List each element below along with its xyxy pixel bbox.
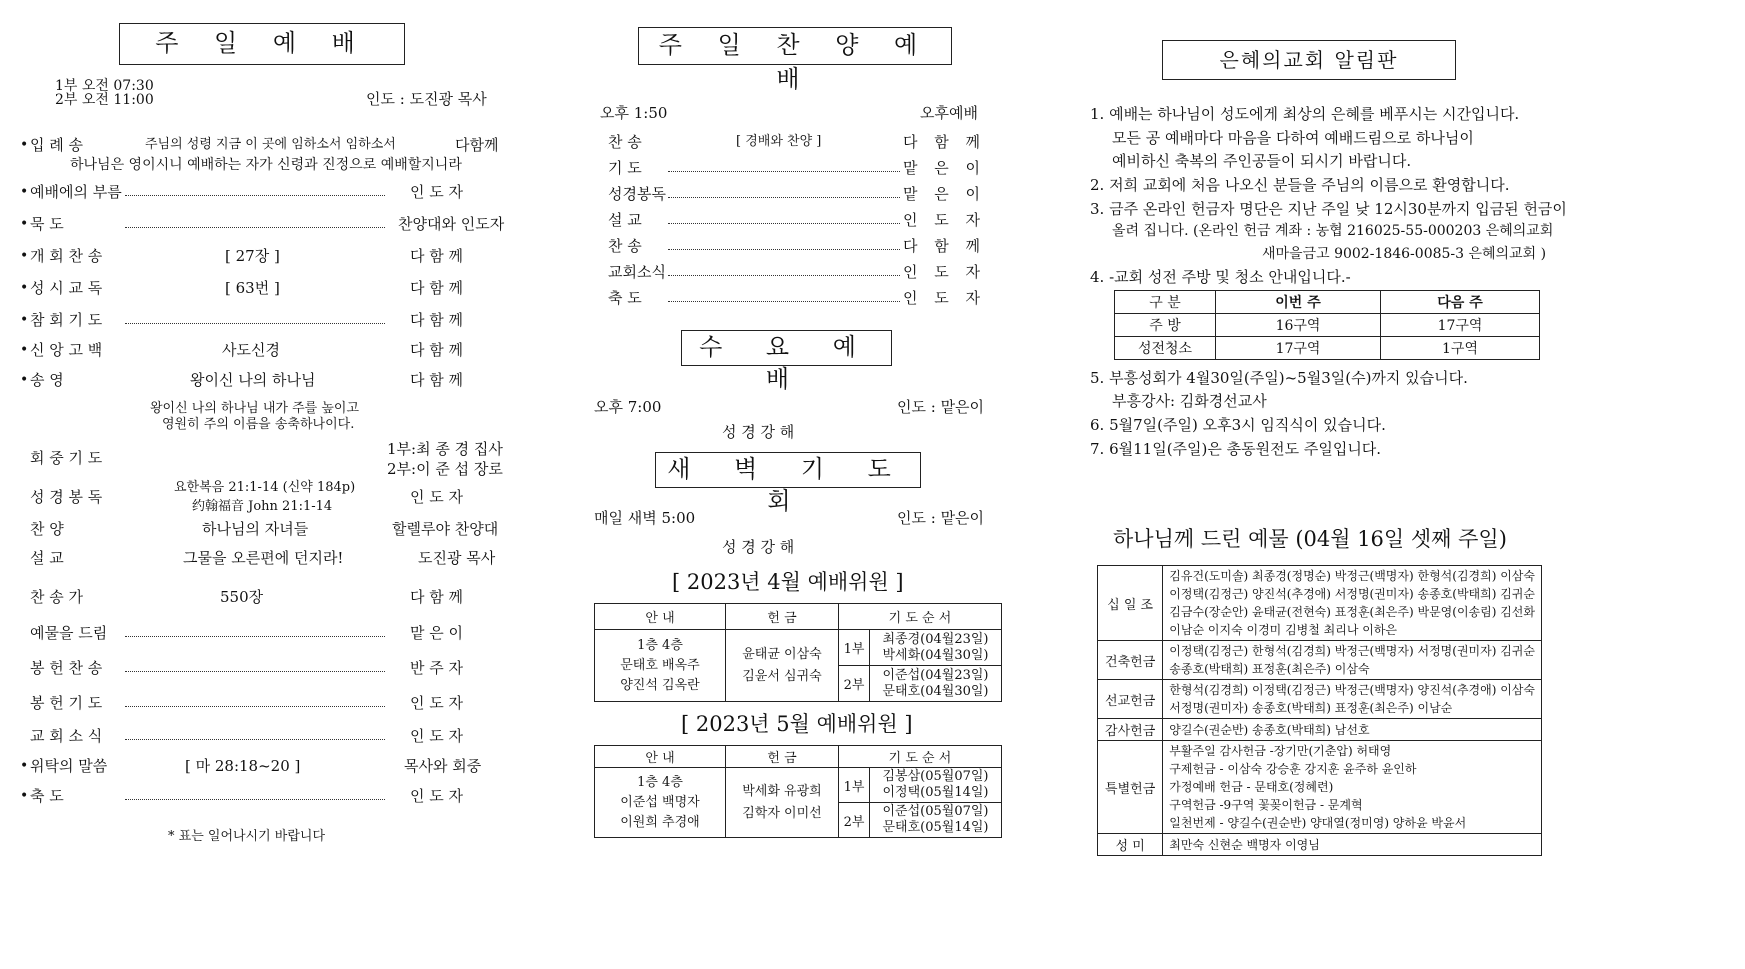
notice-6: 6. 5월7일(주일) 오후3시 임직식이 있습니다.	[1090, 416, 1386, 434]
notice-3c: 새마을금고 9002-1846-0085-3 은혜의교회 )	[1262, 246, 1547, 262]
scripture-reading-ko: 요한복음 21:1-14 (신약 184p)	[174, 480, 356, 495]
entrance-hymn-verse: 하나님은 영이시니 예배하는 자가 신령과 진정으로 예배할지니라	[70, 157, 462, 173]
may-th-guide: 안 내	[595, 746, 726, 768]
april-committee-table	[594, 603, 1002, 702]
offering-names	[1163, 719, 1542, 741]
cleaning-table	[1114, 290, 1540, 360]
worship-item-content: 그물을 오른편에 던지라!	[183, 549, 344, 567]
worship-item-by: 인 도 자	[410, 488, 464, 506]
notice-3b: 올려 집니다. (온라인 헌금 계좌 : 농협 216025-55-000203 은혜의교회	[1112, 223, 1554, 239]
clean-sanctuary-this: 17구역	[1216, 337, 1381, 360]
praise-item-label: 찬 송	[608, 237, 642, 255]
april-first-service: 1부	[839, 630, 870, 666]
worship-item-label: • 위탁의 말씀	[30, 757, 107, 775]
notice-4: 4. -교회 성전 주방 및 청소 안내입니다.-	[1090, 268, 1351, 286]
notice-1a: 1. 예배는 하나님이 성도에게 최상의 은혜를 베푸시는 시간입니다.	[1090, 105, 1520, 123]
offering-line: 부활주일 감사헌금 -장기만(기춘압) 허태영	[1169, 744, 1392, 758]
may-guides: 1층 4층 이준섭 백명자 이원희 추경애	[595, 768, 726, 838]
offering-line: 서정명(권미자) 송종호(박태희) 표정훈(최은주) 이남순	[1169, 701, 1453, 715]
offering-category: 특별헌금	[1098, 741, 1163, 834]
offering-category: 선교헌금	[1098, 680, 1163, 719]
dawn-prayer-title: 새 벽 기 도 회	[655, 452, 921, 488]
praise-service-name: 오후예배	[920, 104, 978, 122]
clean-th-this-week: 이번 주	[1216, 291, 1381, 314]
worship-item-content: 사도신경	[222, 341, 280, 359]
worship-item-by: 할렐루야 찬양대	[392, 520, 499, 538]
worship-item-label: 찬 양	[30, 520, 64, 538]
worship-item-content: [ 27장 ]	[225, 247, 280, 265]
praise-time: 오후 1:50	[600, 104, 668, 122]
scripture-reading-zh: 约翰福音 John 21:1-14	[192, 499, 333, 514]
offering-line: 송종호(박태희) 표정훈(최은주) 이삼숙	[1169, 662, 1370, 676]
praise-item-content: [ 경배와 찬양 ]	[736, 134, 822, 149]
april-guides: 1층 4층 문태호 배옥주 양진석 김옥란	[595, 630, 726, 702]
clean-th-next-week: 다음 주	[1381, 291, 1540, 314]
worship-item-content: 주님의 성령 지금 이 곳에 임하소서 임하소서	[145, 137, 396, 152]
worship-item-label: • 개 회 찬 송	[30, 247, 102, 265]
offering-row	[1098, 680, 1542, 719]
may-first-service: 1부	[839, 768, 870, 803]
worship-item-label: 봉 헌 기 도	[30, 694, 103, 712]
worship-item-label: 찬 송 가	[30, 588, 84, 606]
praise-dots	[668, 301, 900, 302]
may-first-prayers: 김봉삼(05월07일) 이정택(05월14일)	[870, 768, 1002, 803]
offering-row	[1098, 834, 1542, 856]
sunday-praise-title: 주 일 찬 양 예 배	[638, 27, 952, 65]
offering-line: 구제헌금 - 이삼숙 강승훈 강지훈 윤주하 윤인하	[1169, 762, 1417, 776]
offering-names	[1163, 741, 1542, 834]
offering-line: 가정예배 헌금 - 문태호(정혜련)	[1169, 780, 1334, 794]
offering-line: 이정택(김정근) 한형석(김경희) 박정근(백명자) 서정명(권미자) 김귀순	[1169, 644, 1535, 658]
doxology-verse-2: 영원히 주의 이름을 송축하나이다.	[162, 417, 355, 432]
praise-item-label: 축 도	[608, 289, 642, 307]
praise-item-by: 다 함 께	[903, 237, 987, 255]
worship-item-by: 인 도 자	[410, 787, 464, 805]
praise-item-by: 맡 은 이	[903, 159, 987, 177]
worship-item-by: 다 함 께	[410, 247, 464, 265]
worship-item-label: • 입 례 송	[30, 136, 83, 154]
worship-item-label: • 예배에의 부름	[30, 183, 122, 201]
worship-item-by: 찬양대와 인도자	[398, 215, 505, 233]
worship-item-content: 하나님의 자녀들	[202, 520, 309, 538]
praise-dots	[668, 249, 900, 250]
notice-7: 7. 6월11일(주일)은 총동원전도 주일입니다.	[1090, 440, 1382, 458]
worship-item-by: 다 함 께	[410, 311, 464, 329]
praise-item-label: 찬 송	[608, 133, 642, 151]
offering-line: 한형석(김경희) 이정택(김정근) 박정근(백명자) 양진석(추경애) 이삼숙	[1169, 683, 1535, 697]
service-leader: 인도 : 도진광 목사	[366, 90, 487, 108]
leader-dots	[125, 636, 385, 637]
offering-names	[1163, 641, 1542, 680]
worship-item-label: 봉 헌 찬 송	[30, 659, 103, 677]
notice-5b: 부흥강사: 김화경선교사	[1112, 392, 1267, 410]
offering-row	[1098, 641, 1542, 680]
offering-row	[1098, 741, 1542, 834]
wednesday-leader: 인도 : 맡은이	[897, 398, 985, 416]
offering-line: 김유건(도미솔) 최종경(정명순) 박정근(백명자) 한형석(김경희) 이삼숙	[1169, 569, 1535, 583]
may-committee-table	[594, 745, 1002, 838]
praise-item-label: 성경봉독	[608, 185, 666, 203]
offering-names	[1163, 680, 1542, 719]
notice-3a: 3. 금주 온라인 헌금자 명단은 지난 주일 낮 12시30분까지 입금된 헌금이	[1090, 200, 1567, 218]
offering-line: 양길수(권순반) 송종호(박태희) 남선호	[1169, 722, 1370, 737]
leader-dots	[125, 195, 385, 196]
first-service-time: 1부 오전 07:30	[55, 78, 154, 94]
april-second-service: 2부	[839, 666, 870, 702]
offerings-table	[1097, 565, 1542, 856]
praise-dots	[668, 197, 900, 198]
worship-item-label: 성 경 봉 독	[30, 488, 103, 506]
clean-sanctuary-next: 1구역	[1381, 337, 1540, 360]
worship-item-label: • 묵 도	[30, 215, 64, 233]
leader-dots	[125, 799, 385, 800]
may-committee-title: [ 2023년 5월 예배위원 ]	[681, 712, 913, 736]
praise-item-by: 다 함 께	[903, 133, 987, 151]
offering-category: 성 미	[1098, 834, 1163, 856]
april-committee-title: [ 2023년 4월 예배위원 ]	[672, 570, 904, 594]
dawn-subject: 성 경 강 해	[722, 538, 795, 556]
offering-line: 김금수(장순안) 윤태균(전현숙) 표정훈(최은주) 박문영(이송림) 김선화	[1169, 605, 1535, 619]
standing-footnote: * 표는 일어나시기 바랍니다	[168, 829, 326, 844]
worship-item-label: • 축 도	[30, 787, 64, 805]
worship-item-label: • 성 시 교 독	[30, 279, 102, 297]
praise-dots	[668, 275, 900, 276]
praise-item-by: 맡 은 이	[903, 185, 987, 203]
praise-item-label: 설 교	[608, 211, 642, 229]
offering-line: 이정택(김정근) 양진석(추경애) 서정명(권미자) 송종호(박태희) 김귀순	[1169, 587, 1535, 601]
leader-dots	[125, 706, 385, 707]
prayer-first-service: 1부:최 종 경 집사	[387, 440, 503, 458]
offering-names	[1163, 834, 1542, 856]
leader-dots	[125, 671, 385, 672]
leader-dots	[125, 227, 385, 228]
offering-category: 십 일 조	[1098, 566, 1163, 641]
worship-item-label: 회 중 기 도	[30, 449, 103, 467]
clean-row-sanctuary: 성전청소	[1115, 337, 1216, 360]
worship-item-by: 다 함 께	[410, 341, 464, 359]
praise-item-by: 인 도 자	[903, 289, 987, 307]
may-th-prayer: 기 도 순 서	[839, 746, 1002, 768]
th-offering: 헌 금	[726, 604, 839, 630]
dawn-time: 매일 새벽 5:00	[594, 509, 696, 527]
notice-1c: 예비하신 축복의 주인공들이 되시기 바랍니다.	[1112, 152, 1412, 170]
worship-item-content: [ 마 28:18~20 ]	[185, 757, 301, 775]
may-second-service: 2부	[839, 803, 870, 838]
clean-th-category: 구 분	[1115, 291, 1216, 314]
worship-item-content: [ 63번 ]	[225, 279, 280, 297]
worship-item-by: 다 함 께	[410, 371, 464, 389]
praise-item-by: 인 도 자	[903, 263, 987, 281]
worship-item-label: • 송 영	[30, 371, 64, 389]
worship-item-by: 인 도 자	[410, 694, 464, 712]
praise-dots	[668, 223, 900, 224]
worship-item-by: 목사와 회중	[404, 757, 482, 775]
offering-line: 최만숙 신현순 백명자 이영님	[1169, 837, 1320, 852]
may-second-prayers: 이준섭(05월07일) 문태호(05월14일)	[870, 803, 1002, 838]
notice-2: 2. 저희 교회에 처음 나오신 분들을 주님의 이름으로 환영합니다.	[1090, 176, 1510, 194]
leader-dots	[125, 323, 385, 324]
offering-category: 건축헌금	[1098, 641, 1163, 680]
praise-item-by: 인 도 자	[903, 211, 987, 229]
worship-item-label: 교 회 소 식	[30, 727, 103, 745]
worship-item-by: 인 도 자	[410, 183, 464, 201]
april-offering: 윤태균 이삼숙 김윤서 심귀숙	[726, 630, 839, 702]
april-first-prayers: 최종경(04월23일) 박세화(04월30일)	[870, 630, 1002, 666]
worship-item-content: 왕이신 나의 하나님	[190, 371, 316, 389]
praise-item-label: 교회소식	[608, 263, 666, 281]
may-th-offering: 헌 금	[726, 746, 839, 768]
offerings-title: 하나님께 드린 예물 (04월 16일 셋째 주일)	[1113, 527, 1507, 551]
worship-item-content: 550장	[220, 588, 264, 606]
worship-item-label: • 신 앙 고 백	[30, 341, 102, 359]
offering-row	[1098, 719, 1542, 741]
clean-row-kitchen: 주 방	[1115, 314, 1216, 337]
worship-item-label: 설 교	[30, 549, 64, 567]
wednesday-subject: 성 경 강 해	[722, 423, 795, 441]
notice-1b: 모든 공 예배마다 마음을 다하여 예배드림으로 하나님이	[1112, 129, 1474, 147]
offering-row	[1098, 566, 1542, 641]
notice-5a: 5. 부흥성회가 4월30일(주일)~5월3일(수)까지 있습니다.	[1090, 369, 1468, 387]
worship-item-by: 인 도 자	[410, 727, 464, 745]
offering-line: 이남순 이지숙 이경미 김병철 최리나 이하은	[1169, 623, 1398, 637]
leader-dots	[125, 739, 385, 740]
may-offering: 박세화 유광희 김학자 이미선	[726, 768, 839, 838]
clean-kitchen-this: 16구역	[1216, 314, 1381, 337]
worship-item-by: 도진광 목사	[418, 549, 496, 567]
april-second-prayers: 이준섭(04월23일) 문태호(04월30일)	[870, 666, 1002, 702]
wednesday-service-title: 수 요 예 배	[681, 330, 892, 366]
worship-item-by: 맡 은 이	[410, 624, 464, 642]
prayer-second-service: 2부:이 준 섭 장로	[387, 460, 503, 478]
th-guide: 안 내	[595, 604, 726, 630]
wednesday-time: 오후 7:00	[594, 398, 662, 416]
worship-item-by: 다 함 께	[410, 588, 464, 606]
worship-item-by: 다함께	[455, 136, 499, 154]
praise-dots	[668, 171, 900, 172]
offering-names	[1163, 566, 1542, 641]
worship-item-label: 예물을 드림	[30, 624, 108, 642]
dawn-leader: 인도 : 맡은이	[897, 509, 985, 527]
bulletin-board-title: 은혜의교회 알림판	[1162, 40, 1456, 80]
second-service-time: 2부 오전 11:00	[55, 92, 154, 108]
offering-line: 구역헌금 -9구역 꽃꽂이헌금 - 문계혁	[1169, 798, 1363, 812]
sunday-service-title: 주 일 예 배	[119, 23, 405, 65]
offering-line: 일천번제 - 양길수(권순반) 양대열(정미영) 양하윤 박윤서	[1169, 816, 1467, 830]
worship-item-by: 다 함 께	[410, 279, 464, 297]
worship-item-by: 반 주 자	[410, 659, 464, 677]
praise-item-label: 기 도	[608, 159, 642, 177]
clean-kitchen-next: 17구역	[1381, 314, 1540, 337]
doxology-verse-1: 왕이신 나의 하나님 내가 주를 높이고	[150, 401, 360, 416]
th-prayer: 기 도 순 서	[839, 604, 1002, 630]
offering-category: 감사헌금	[1098, 719, 1163, 741]
worship-item-label: • 참 회 기 도	[30, 311, 102, 329]
